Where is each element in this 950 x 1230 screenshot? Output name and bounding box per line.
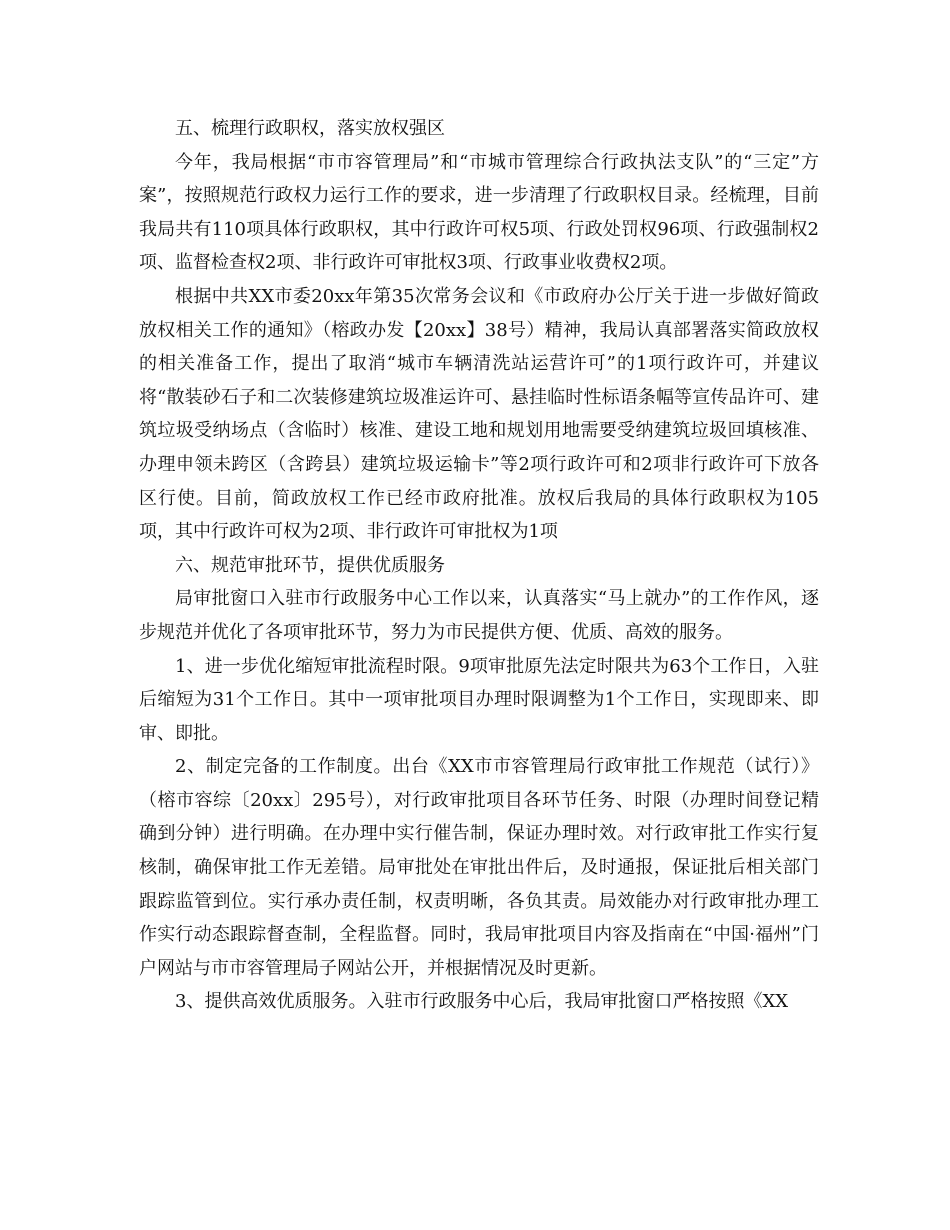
section-heading: 六、规范审批环节，提供优质服务 [175,554,445,576]
document-body [139,112,819,1019]
paragraph: 局审批窗口入驻市行政服务中心工作以来，认真落实“马上就办”的工作作风，逐步规范并优化了各项审批环节，努力为市民提供方便、优质、高效的服务。 [139,588,819,643]
paragraph: 今年，我局根据“市市容管理局”和“市城市管理综合行政执法支队”的“三定”方案”，按照规范行政权力运行工作的要求，进一步清理了行政职权目录。经梳理，目前我局共有110项具体行政职权，其中行政许可权5项、行政处罚权96项、行政强制权2项、监督检查权2项、非行政许可审批权3项、行政事业收费权2项。 [139,151,819,274]
list-item: 1、进一步优化缩短审批流程时限。9项审批原先法定时限共为63个工作日，入驻后缩短为31个工作日。其中一项审批项目办理时限调整为1个工作日，实现即来、即审、即批。 [139,655,819,744]
section-heading: 五、梳理行政职权，落实放权强区 [175,118,445,139]
list-item: 3、提供高效优质服务。入驻市行政服务中心后，我局审批窗口严格按照《XX [175,991,789,1013]
paragraph: 根据中共XX市委20xx年第35次常务会议和《市政府办公厅关于进一步做好简政放权相关工作的通知》（榕政办发【20xx】38号）精神，我局认真部署落实简政放权的相关准备工作，提出了取消“城市车辆清洗站运营许可”的1项行政许可，并建议将“散装砂石子和二次装修建筑垃圾准运许可、悬挂临时性标语条幅等宣传品许可、建筑垃圾受纳场点（含临时）核准、建设工地和规划用地需要受纳建筑垃圾回填核准、办理申领未跨区（含跨县）建筑垃圾运输卡”等2项行政许可和2项非行政许可下放各区行使。目前，简政放权工作已经市政府批准。放权后我局的具体行政职权为105项，其中行政许可权为2项、非行政许可审批权为1项 [139,285,819,543]
list-item: 2、制定完备的工作制度。出台《XX市市容管理局行政审批工作规范（试行）》（榕市容综〔20xx〕295号），对行政审批项目各环节任务、时限（办理时间登记精确到分钟）进行明确。在办理中实行催告制，保证办理时效。对行政审批工作实行复核制，确保审批工作无差错。局审批处在审批出件后，及时通报，保证批后相关部门跟踪监管到位。实行承办责任制，权责明晰，各负其责。局效能办对行政审批办理工作实行动态跟踪督查制，全程监督。同时，我局审批项目内容及指南在“中国·福州”门户网站与市市容管理局子网站公开，并根据情况及时更新。 [139,756,819,979]
